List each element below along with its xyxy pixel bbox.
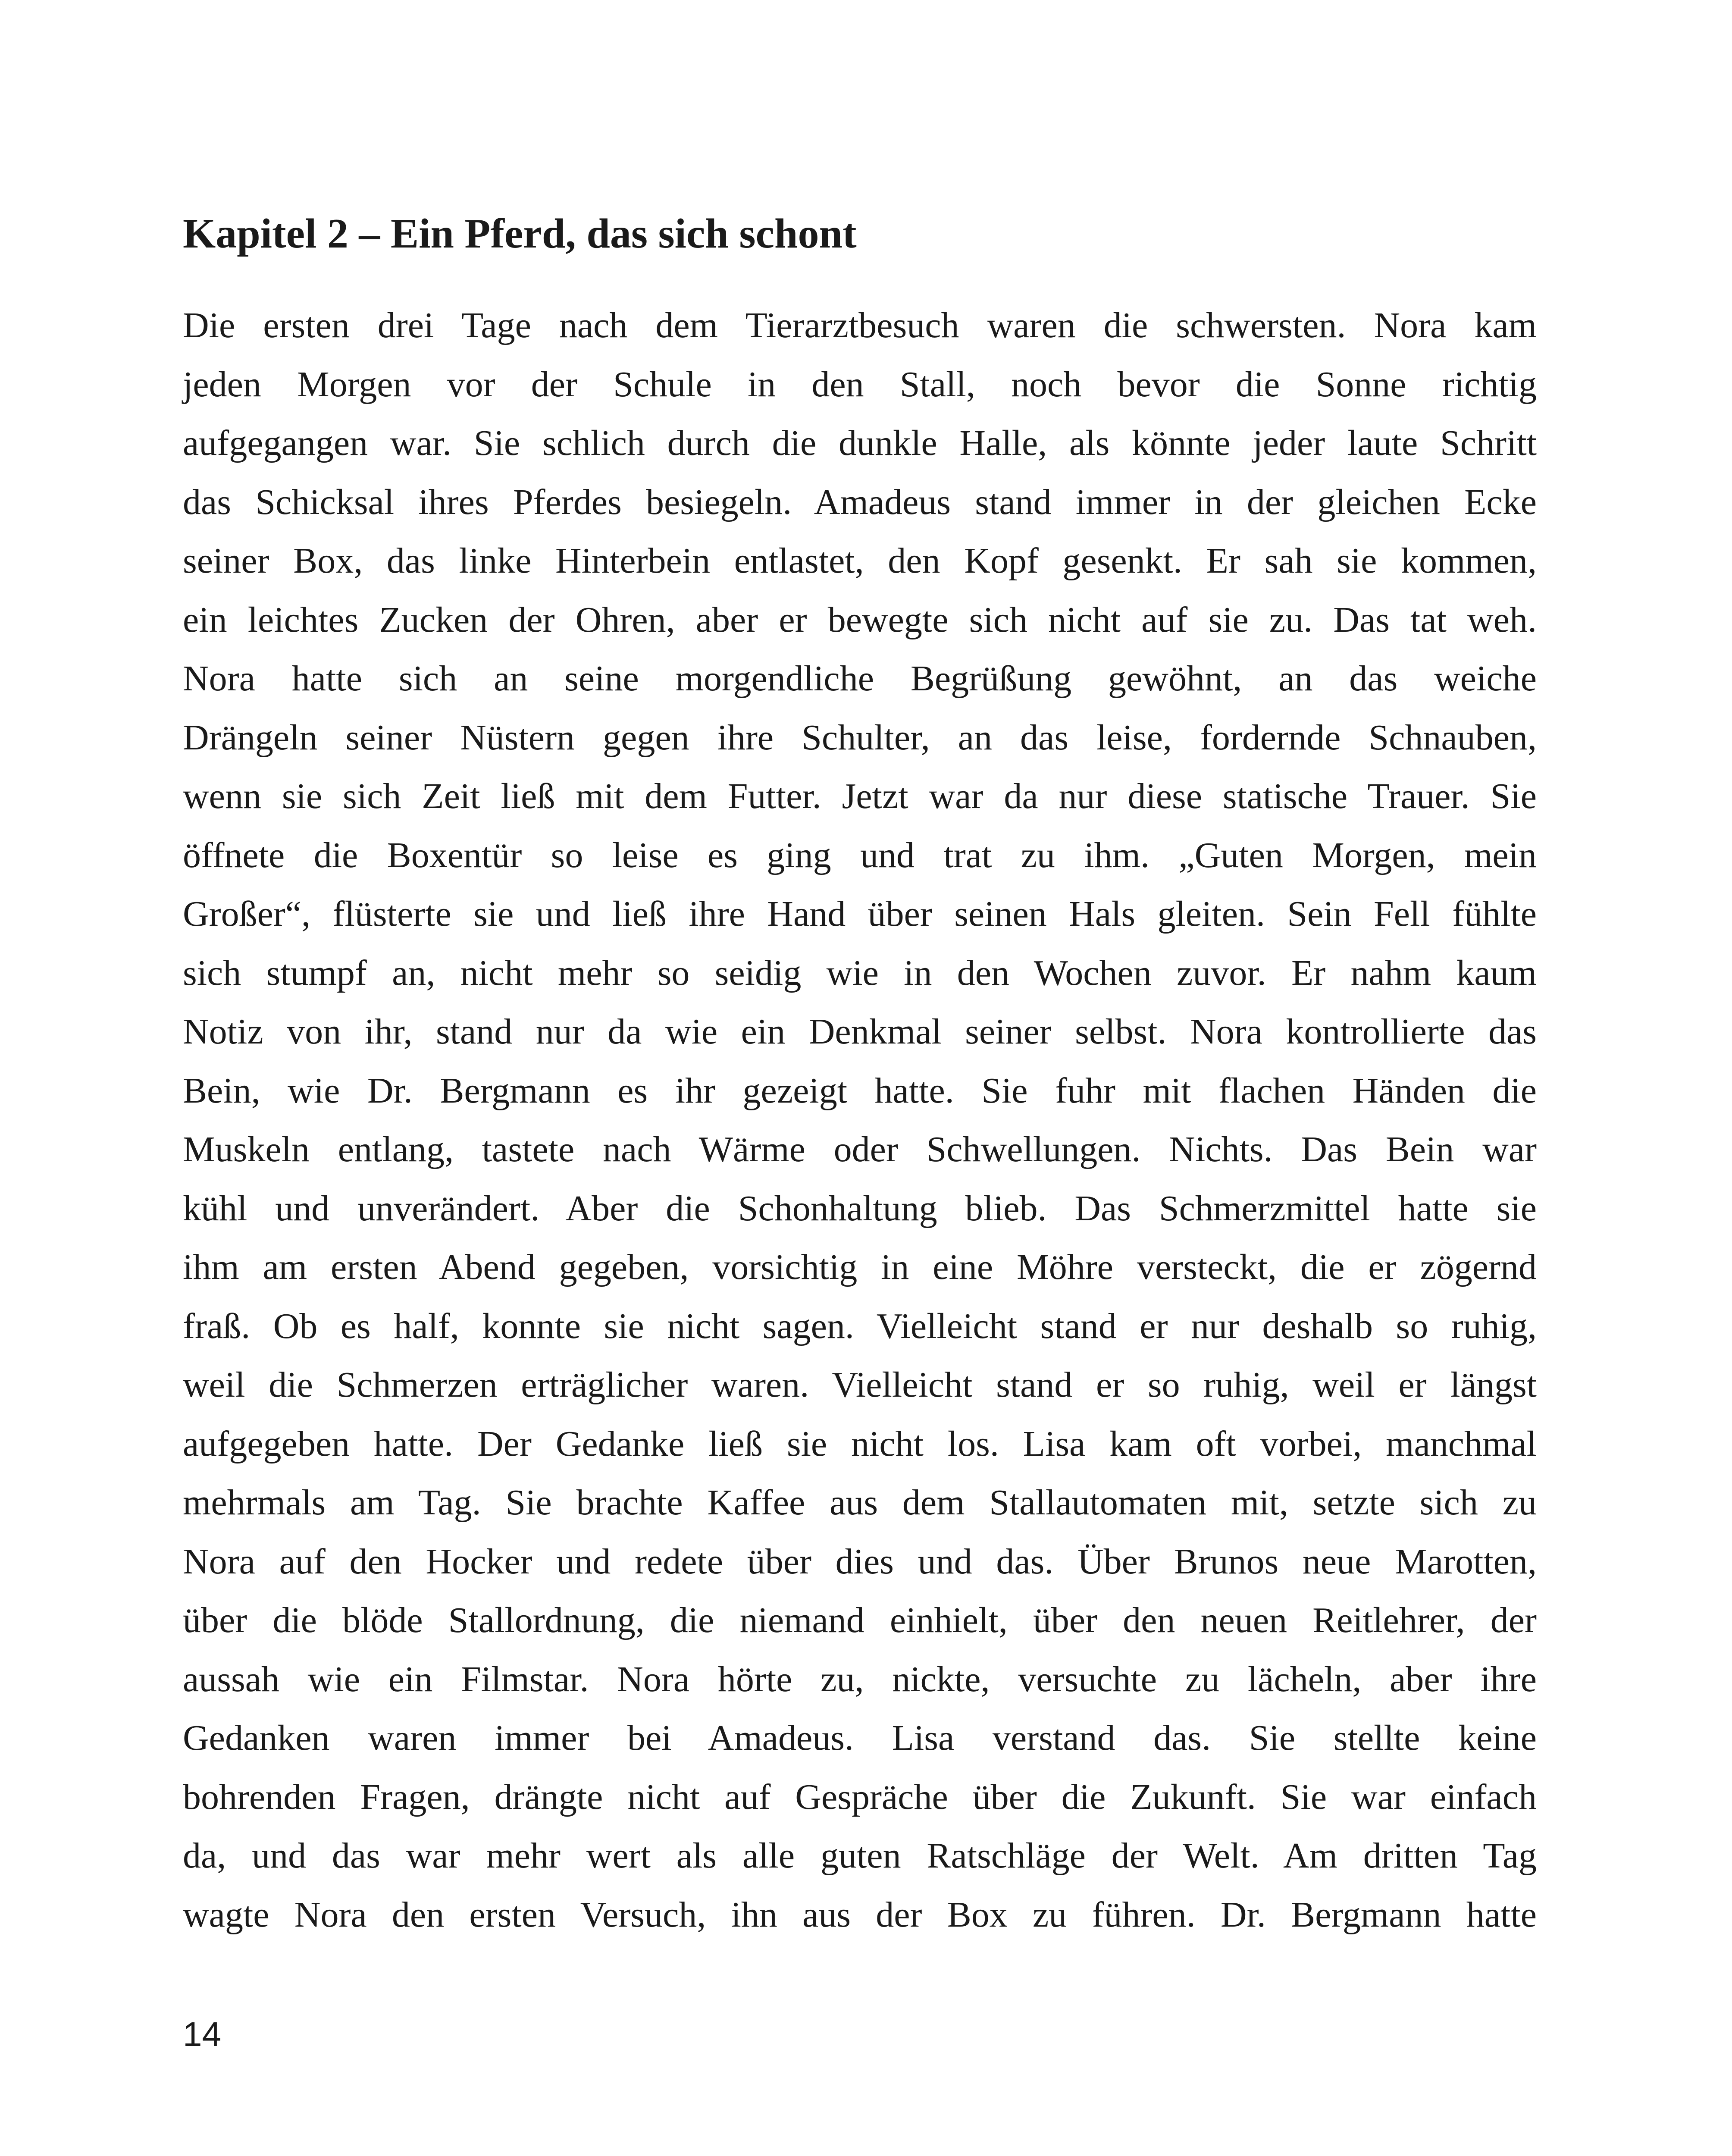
page-number: 14: [183, 2015, 221, 2053]
text-line: Notiz von ihr, stand nur da wie ein Denkmal seiner selbst. Nora kontrollierte das: [183, 1012, 1537, 1052]
text-line: Gedanken waren immer bei Amadeus. Lisa verstand das. Sie stellte keine: [183, 1718, 1537, 1758]
text-line: jeden Morgen vor der Schule in den Stall, noch bevor die Sonne richtig: [183, 364, 1537, 404]
text-line: aufgegeben hatte. Der Gedanke ließ sie nicht los. Lisa kam oft vorbei, manchmal: [183, 1423, 1537, 1464]
text-line: mehrmals am Tag. Sie brachte Kaffee aus dem Stallautomaten mit, setzte sich zu: [183, 1482, 1537, 1523]
text-line: ein leichtes Zucken der Ohren, aber er bewegte sich nicht auf sie zu. Das tat weh.: [183, 599, 1537, 640]
text-line: wenn sie sich Zeit ließ mit dem Futter. Jetzt war da nur diese statische Trauer. Sie: [183, 776, 1537, 816]
text-line: weil die Schmerzen erträglicher waren. Vielleicht stand er so ruhig, weil er längst: [183, 1365, 1537, 1405]
text-line: Bein, wie Dr. Bergmann es ihr gezeigt hatte. Sie fuhr mit flachen Händen die: [183, 1070, 1537, 1111]
text-line: Nora hatte sich an seine morgendliche Begrüßung gewöhnt, an das weiche: [183, 658, 1537, 699]
text-line: aufgegangen war. Sie schlich durch die dunkle Halle, als könnte jeder laute Schritt: [183, 423, 1537, 463]
text-line: kühl und unverändert. Aber die Schonhaltung blieb. Das Schmerzmittel hatte sie: [183, 1188, 1537, 1228]
text-line: ihm am ersten Abend gegeben, vorsichtig in eine Möhre versteckt, die er zögernd: [183, 1247, 1537, 1287]
text-line: bohrenden Fragen, drängte nicht auf Gespräche über die Zukunft. Sie war einfach: [183, 1777, 1537, 1817]
text-line: da, und das war mehr wert als alle guten Ratschläge der Welt. Am dritten Tag: [183, 1836, 1537, 1876]
text-line: das Schicksal ihres Pferdes besiegeln. Amadeus stand immer in der gleichen Ecke: [183, 482, 1537, 522]
text-line: Muskeln entlang, tastete nach Wärme oder Schwellungen. Nichts. Das Bein war: [183, 1129, 1537, 1169]
text-line: fraß. Ob es half, konnte sie nicht sagen. Vielleicht stand er nur deshalb so ruhig,: [183, 1306, 1537, 1346]
text-line: wagte Nora den ersten Versuch, ihn aus der Box zu führen. Dr. Bergmann hatte: [183, 1894, 1537, 1935]
text-line: Drängeln seiner Nüstern gegen ihre Schulter, an das leise, fordernde Schnauben,: [183, 717, 1537, 758]
body-text: [183, 296, 1537, 1944]
text-line: sich stumpf an, nicht mehr so seidig wie in den Wochen zuvor. Er nahm kaum: [183, 953, 1537, 993]
text-line: über die blöde Stallordnung, die niemand einhielt, über den neuen Reitlehrer, der: [183, 1600, 1537, 1640]
text-line: Nora auf den Hocker und redete über dies und das. Über Brunos neue Marotten,: [183, 1541, 1537, 1582]
text-line: öffnete die Boxentür so leise es ging und trat zu ihm. „Guten Morgen, mein: [183, 835, 1537, 875]
chapter-title: Kapitel 2 – Ein Pferd, das sich schont: [183, 210, 857, 257]
text-line: seiner Box, das linke Hinterbein entlastet, den Kopf gesenkt. Er sah sie kommen,: [183, 541, 1537, 581]
text-line: aussah wie ein Filmstar. Nora hörte zu, nickte, versuchte zu lächeln, aber ihre: [183, 1659, 1537, 1699]
text-line: Großer“, flüsterte sie und ließ ihre Hand über seinen Hals gleiten. Sein Fell fühlte: [183, 894, 1537, 934]
text-line: Die ersten drei Tage nach dem Tierarztbesuch waren die schwersten. Nora kam: [183, 305, 1537, 345]
